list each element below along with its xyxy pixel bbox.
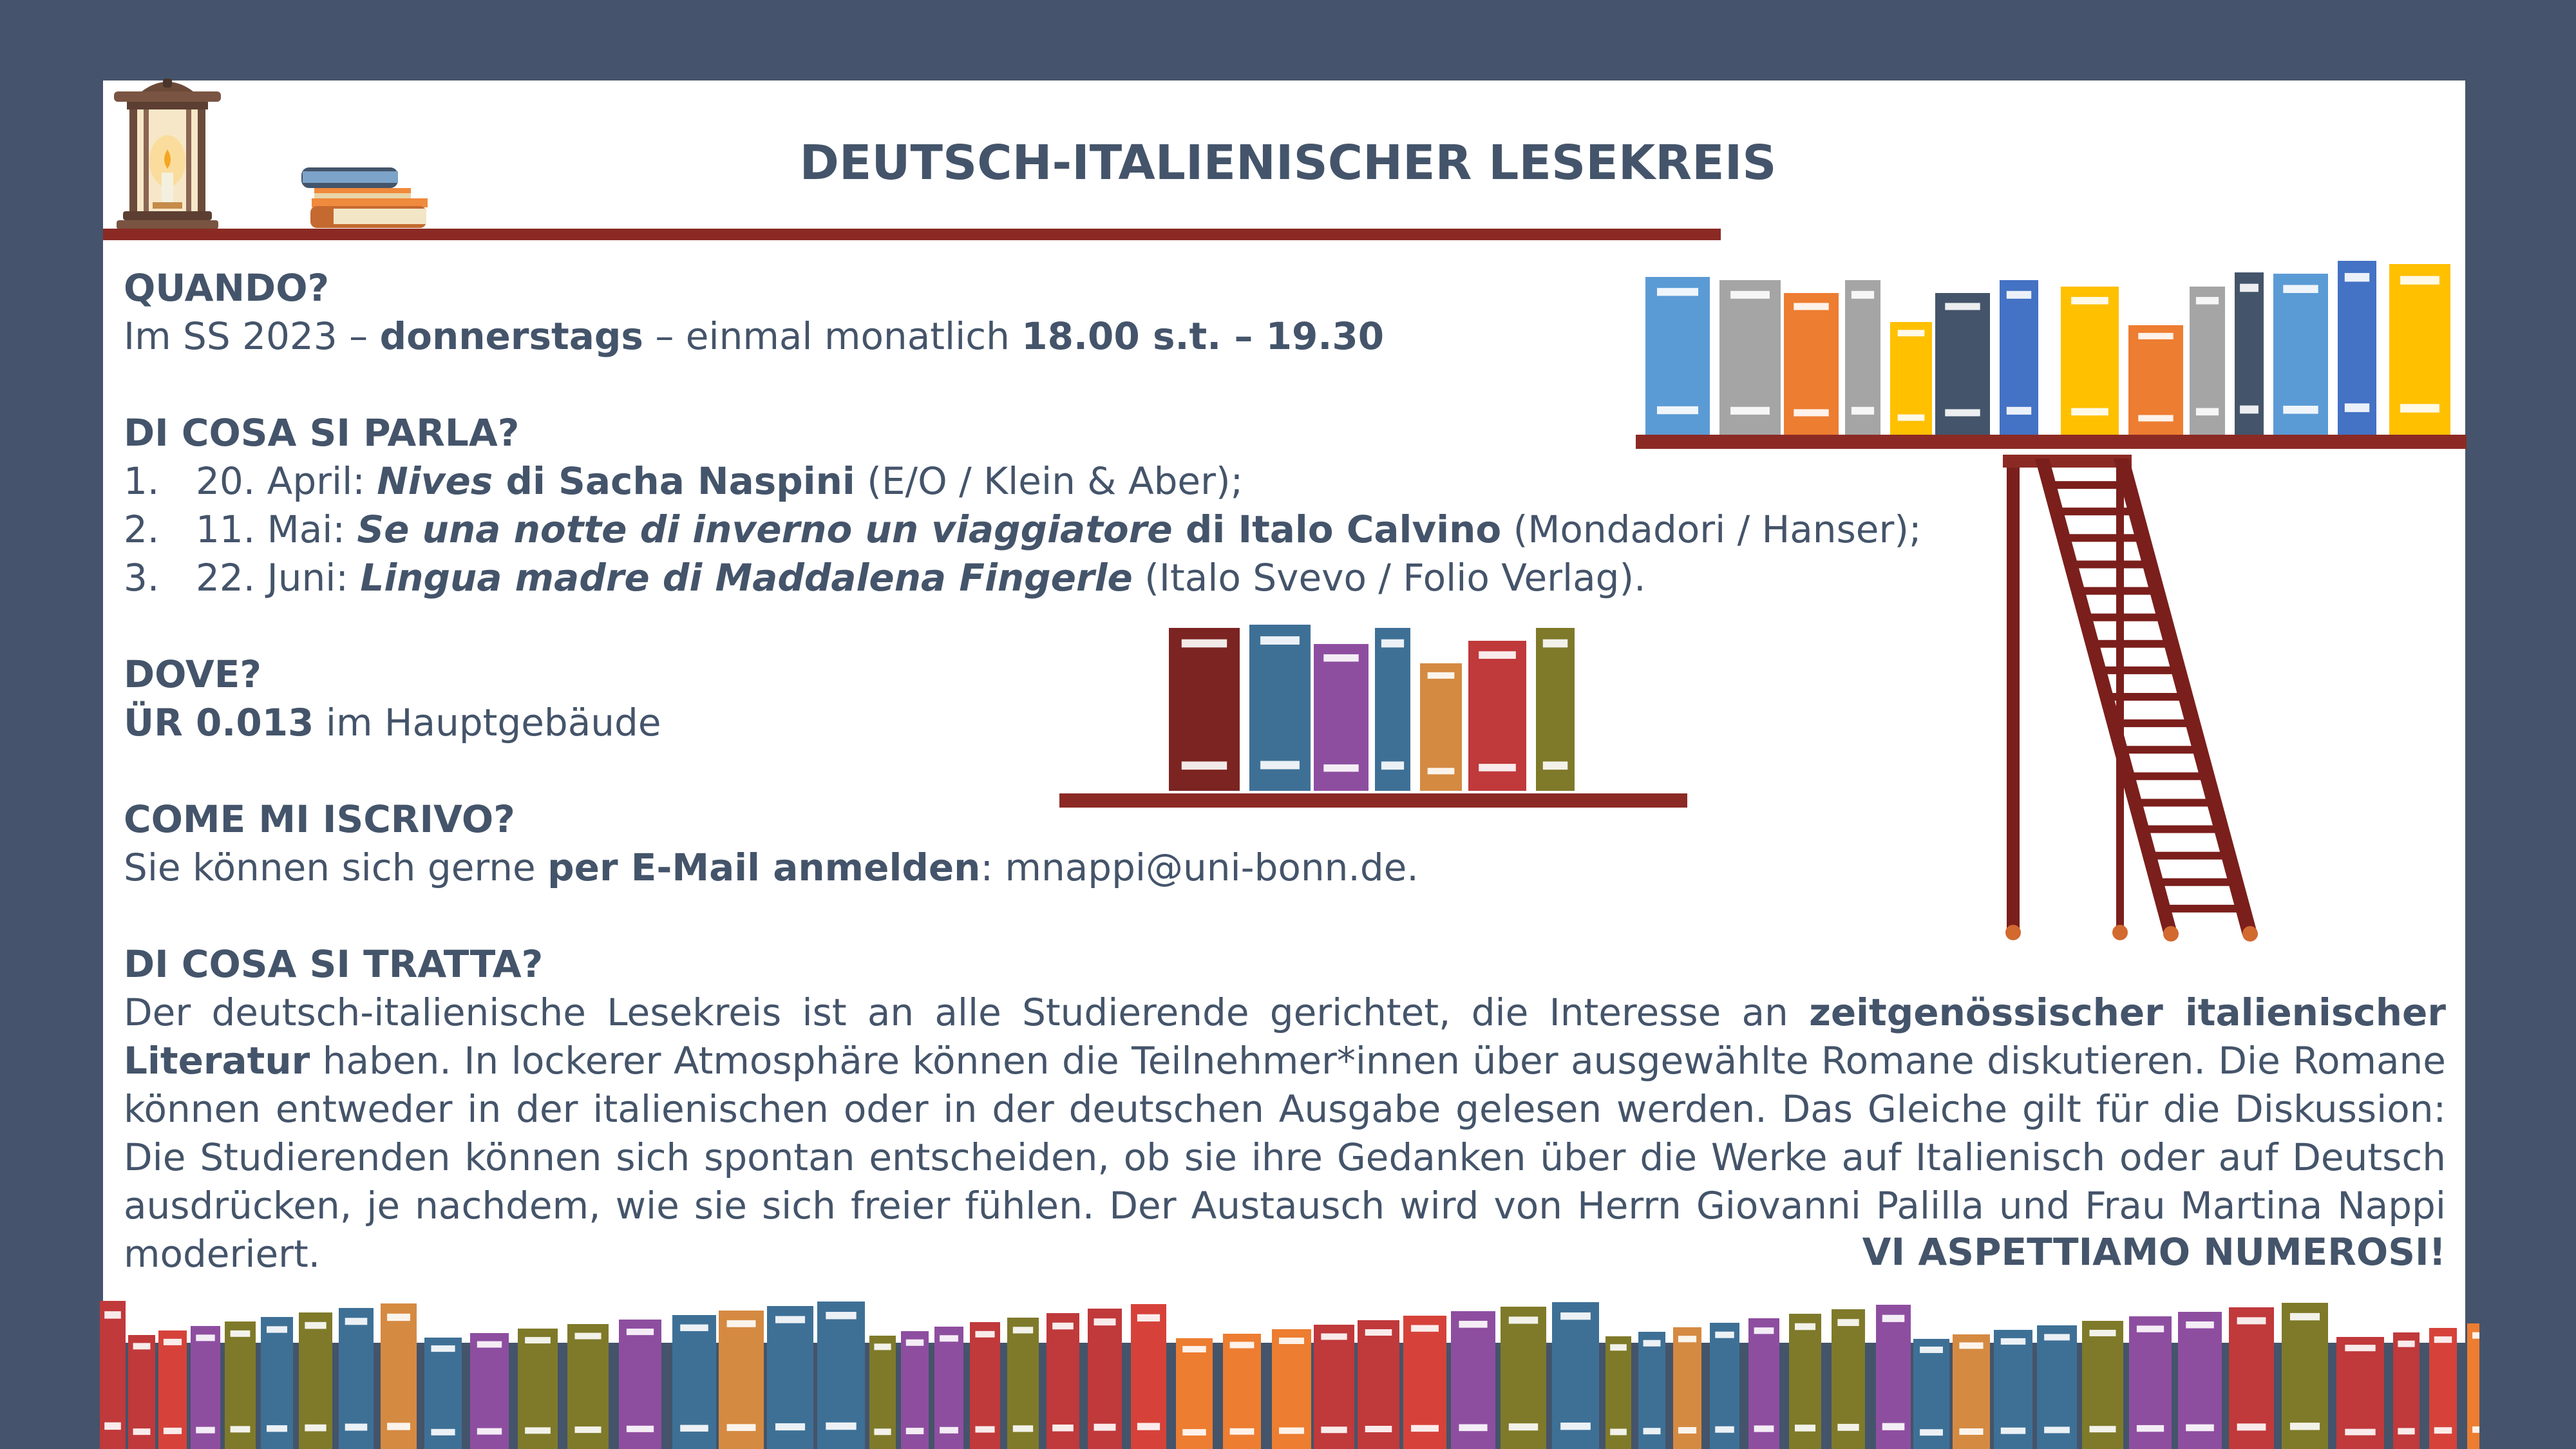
book	[225, 1321, 256, 1449]
closing-line: VI ASPETTIAMO NUMEROSI!	[1862, 1230, 2446, 1274]
quando-line: Im SS 2023 – donnerstags – einmal monatlich 18.00 s.t. – 19.30	[124, 314, 1385, 358]
book	[1876, 1305, 1911, 1449]
shelf-board	[1059, 793, 1687, 808]
book	[2467, 1323, 2479, 1449]
book	[1953, 1334, 1990, 1449]
book	[339, 1308, 374, 1449]
book	[2190, 287, 2225, 435]
book	[1845, 280, 1880, 435]
book	[817, 1302, 865, 1449]
book	[1358, 1320, 1399, 1449]
book	[2336, 1337, 2384, 1449]
book	[1501, 1307, 1546, 1449]
book	[381, 1303, 417, 1449]
book	[1403, 1316, 1446, 1449]
book	[934, 1327, 963, 1449]
book	[1468, 641, 1526, 791]
book	[2037, 1325, 2077, 1449]
book	[2178, 1312, 2222, 1449]
book	[2429, 1328, 2457, 1449]
book	[261, 1317, 293, 1449]
book	[191, 1326, 220, 1449]
book	[767, 1306, 813, 1449]
di-cosa-si-tratta-heading: DI COSA SI TRATTA?	[124, 942, 544, 986]
book	[100, 1301, 126, 1449]
book	[1536, 628, 1575, 791]
book	[619, 1320, 661, 1449]
description-paragraph: Der deutsch-italienische Lesekreis ist an alle Studierende gerichtet, die Interesse an zeitgenössischer italienischer Literatur haben. In lockerer Atmosphäre können die Teilnehmer*innen über ausgewählte Romane diskutieren. Die Romane können entweder in der italienischen oder in der deutschen Ausgabe gelesen werden. Das Gleiche gilt für die Diskussion: Die Studierenden können sich spontan entscheiden, ob sie ihre Gedanken über die Werke auf Italienisch oder auf Deutsch ausdrücken, je nachdem, wie sie sich freier fühlen. Der Austausch wird von Herrn Giovanni Palilla und Frau Martina Nappi moderiert.	[124, 990, 2446, 1276]
book	[1913, 1339, 1949, 1449]
book	[1169, 628, 1240, 791]
book	[2338, 261, 2376, 435]
book	[2393, 1332, 2420, 1449]
book	[2282, 1303, 2328, 1449]
book	[1935, 293, 1990, 435]
book	[719, 1311, 764, 1449]
book	[1673, 1327, 1701, 1449]
page-title: DEUTSCH-ITALIENISCHER LESEKREIS	[799, 135, 1777, 191]
book	[1314, 644, 1368, 791]
book	[1420, 663, 1462, 791]
book	[2229, 1307, 2274, 1449]
reading-list-item: 1. 20. April: Nives di Sacha Naspini (E/O / Klein & Aber);	[124, 459, 1244, 503]
book	[2061, 287, 2119, 435]
come-mi-iscrivo-heading: COME MI ISCRIVO?	[124, 797, 515, 841]
book	[470, 1333, 509, 1449]
quando-heading: QUANDO?	[124, 266, 330, 310]
ladder	[1996, 451, 2331, 947]
book	[2128, 325, 2183, 435]
book	[1272, 1329, 1311, 1449]
book	[2273, 274, 2328, 435]
reading-list-item: 2. 11. Mai: Se una notte di inverno un viaggiatore di Italo Calvino (Mondadori / Hanser);	[124, 507, 1922, 551]
book	[1832, 1309, 1865, 1449]
book	[869, 1336, 896, 1449]
book	[1719, 280, 1781, 435]
book	[567, 1324, 609, 1449]
dove-heading: DOVE?	[124, 652, 262, 696]
book	[672, 1315, 716, 1449]
di-cosa-si-parla-heading: DI COSA SI PARLA?	[124, 411, 520, 455]
book	[424, 1338, 462, 1449]
book	[1710, 1323, 1739, 1449]
book	[1748, 1318, 1779, 1449]
book	[1314, 1325, 1354, 1449]
book	[1007, 1318, 1039, 1449]
book	[2389, 264, 2450, 435]
book	[128, 1335, 155, 1449]
book	[1131, 1304, 1166, 1449]
reading-list-item: 3. 22. Juni: Lingua madre di Maddalena Fingerle (Italo Svevo / Folio Verlag).	[124, 556, 1646, 600]
book	[158, 1331, 187, 1449]
dove-line: ÜR 0.013 im Hauptgebäude	[124, 701, 661, 744]
book	[1223, 1334, 1261, 1449]
book	[1994, 1330, 2032, 1449]
registration-line: Sie können sich gerne per E-Mail anmelden: mnappi@uni-bonn.de.	[124, 846, 1419, 889]
book	[1176, 1338, 1213, 1449]
book	[1451, 1311, 1495, 1449]
book	[1088, 1309, 1122, 1449]
book	[1552, 1302, 1599, 1449]
book	[1645, 277, 1710, 435]
book	[1046, 1313, 1079, 1449]
book	[970, 1322, 1000, 1449]
book	[1784, 293, 1839, 435]
book	[1890, 322, 1932, 435]
book	[1789, 1314, 1821, 1449]
book	[1249, 625, 1311, 791]
book	[2129, 1316, 2172, 1449]
title-shelf	[103, 229, 1721, 240]
book	[1375, 628, 1410, 791]
shelf-board	[1636, 435, 2467, 449]
bookshelf-middle	[1059, 625, 1690, 818]
book	[299, 1312, 332, 1449]
book-row-bottom	[97, 1298, 2479, 1449]
book	[901, 1331, 929, 1449]
book	[2082, 1321, 2123, 1449]
book	[1638, 1332, 1665, 1449]
book	[518, 1329, 558, 1449]
book	[2000, 280, 2038, 435]
book	[2235, 272, 2264, 435]
bookshelf-top-right	[1636, 251, 2467, 457]
book	[1605, 1336, 1631, 1449]
